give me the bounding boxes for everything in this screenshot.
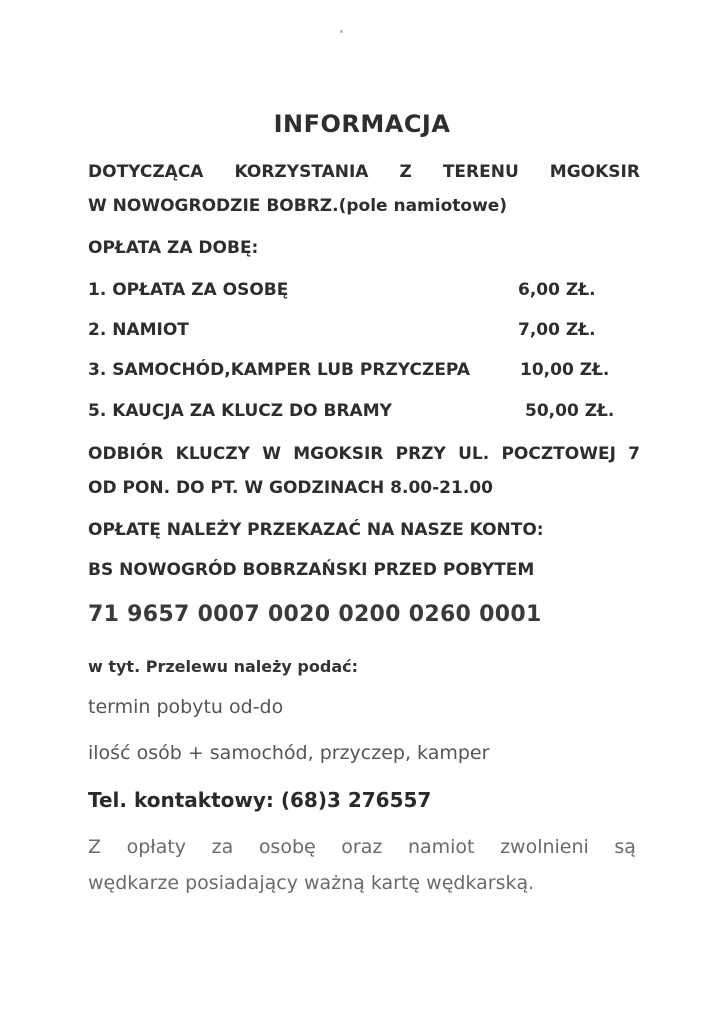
fee-price: 6,00 ZŁ. <box>518 280 596 300</box>
keys-word: POCZTOWEJ <box>501 444 616 464</box>
account-number: 71 9657 0007 0020 0200 0260 0001 <box>88 602 542 627</box>
fee-row <box>88 320 628 340</box>
exempt-word: za <box>211 836 234 858</box>
fee-price: 7,00 ZŁ. <box>518 320 596 340</box>
keys-line-2: OD PON. DO PT. W GODZINACH 8.00-21.00 <box>88 478 493 498</box>
notice-title: INFORMACJA <box>273 110 451 138</box>
bank-line: BS NOWOGRÓD BOBRZAŃSKI PRZED POBYTEM <box>88 560 535 580</box>
transfer-item-period: termin pobytu od-do <box>88 696 284 718</box>
fee-row <box>88 401 628 421</box>
fee-row <box>88 360 628 380</box>
intro-word: Z <box>399 162 412 182</box>
scan-speck <box>340 30 343 33</box>
exempt-word: opłaty <box>126 836 187 858</box>
contact-phone: Tel. kontaktowy: (68)3 276557 <box>88 788 432 812</box>
transfer-item-persons: ilość osób + samochód, przyczep, kamper <box>88 742 490 764</box>
intro-line-1 <box>88 162 640 182</box>
exempt-line-2: wędkarze posiadający ważną kartę wędkarską. <box>88 872 535 894</box>
keys-word: 7 <box>628 444 640 464</box>
fee-label: 2. NAMIOT <box>88 320 189 340</box>
exempt-line-1 <box>88 836 636 858</box>
keys-line-1 <box>88 444 640 464</box>
intro-word: TERENU <box>442 162 519 182</box>
keys-word: W <box>262 444 281 464</box>
keys-word: KLUCZY <box>175 444 250 464</box>
exempt-word: oraz <box>341 836 383 858</box>
payment-line: OPŁATĘ NALEŻY PRZEKAZAĆ NA NASZE KONTO: <box>88 520 544 540</box>
keys-word: PRZY <box>395 444 446 464</box>
exempt-word: są <box>614 836 636 858</box>
exempt-word: Z <box>88 836 102 858</box>
fee-label: 1. OPŁATA ZA OSOBĘ <box>88 280 289 300</box>
exempt-word: namiot <box>407 836 475 858</box>
intro-line-2: W NOWOGRODZIE BOBRZ.(pole namiotowe) <box>88 196 508 216</box>
exempt-word: zwolnieni <box>500 836 589 858</box>
fee-price: 10,00 ZŁ. <box>520 360 610 380</box>
fee-row <box>88 280 628 300</box>
keys-word: ODBIÓR <box>88 444 164 464</box>
keys-word: MGOKSIR <box>293 444 384 464</box>
keys-word: UL. <box>458 444 490 464</box>
fee-label: 3. SAMOCHÓD,KAMPER LUB PRZYCZEPA <box>88 360 470 380</box>
exempt-word: osobę <box>258 836 316 858</box>
fee-price: 50,00 ZŁ. <box>525 401 615 421</box>
intro-word: KORZYSTANIA <box>234 162 369 182</box>
intro-word: DOTYCZĄCA <box>88 162 204 182</box>
fee-header: OPŁATA ZA DOBĘ: <box>88 238 259 258</box>
fee-label: 5. KAUCJA ZA KLUCZ DO BRAMY <box>88 401 392 421</box>
intro-word: MGOKSIR <box>549 162 640 182</box>
transfer-title: w tyt. Przelewu należy podać: <box>88 657 358 676</box>
